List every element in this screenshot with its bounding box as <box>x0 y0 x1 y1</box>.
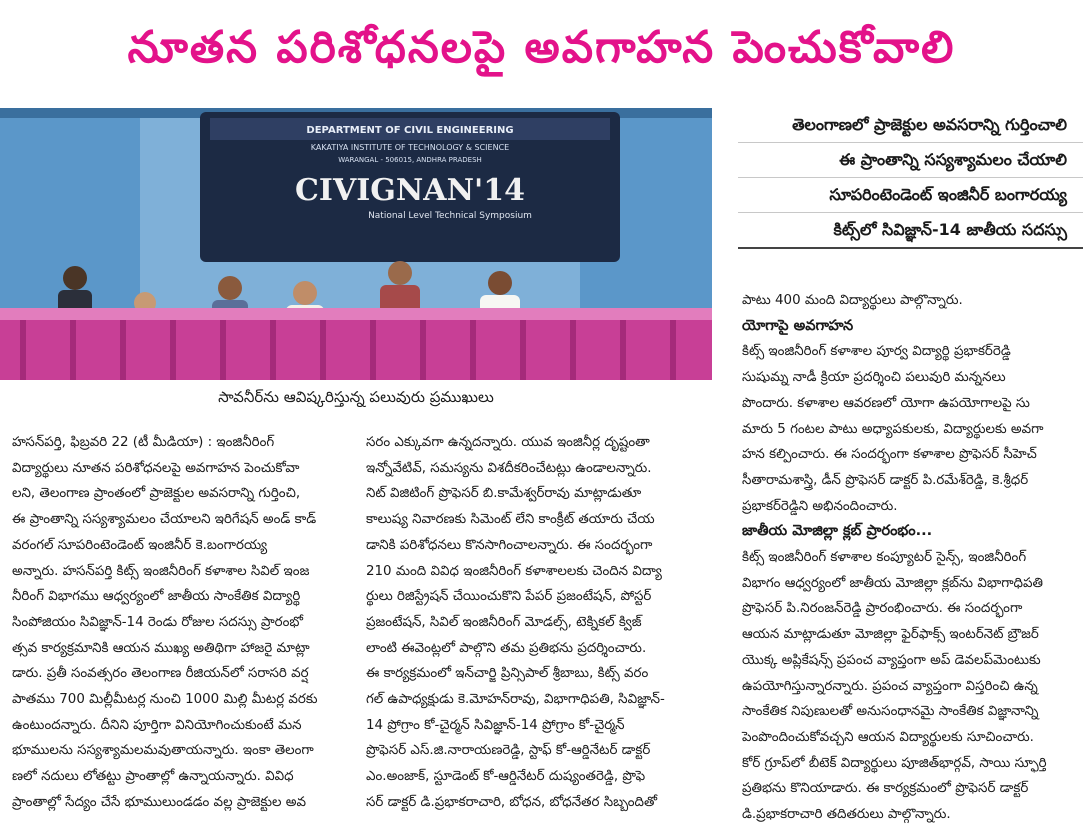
text-line: సుషుమ్న నాడీ క్రియా ప్రదర్శించి పలువురి మన్ననలు <box>742 370 1006 386</box>
text-line: ర్థులు రిజిస్ట్రేషన్ చేయించుకొని పేపర్ ప్రజంటేషన్, పోస్టర్ <box>366 589 652 605</box>
section-heading-mozilla: జాతీయ మోజిల్లా క్లబ్ ప్రారంభం... <box>742 523 933 540</box>
text-line: డి.ప్రభాకరాచారి తదితరులు పాల్గొన్నారు. <box>742 807 951 823</box>
text-line: త్సవ కార్యక్రమానికి ఆయన ముఖ్య అతిథిగా హాజరై మాట్లా <box>12 640 310 656</box>
text-line: ప్రభాకర్‌రెడ్డిని అభినందించారు. <box>742 498 898 514</box>
text-line: సింపోజియం సివిజ్ఞాన్-14 రెండు రోజుల సదస్సు ప్రారంభో <box>12 614 303 630</box>
banner-line3: WARANGAL - 506015, ANDHRA PRADESH <box>338 156 482 164</box>
text-line: ఈ ప్రాంతాన్ని సస్యశ్యామలం చేయాలని ఇరిగేషన్ అండ్ కాడ్ <box>12 512 317 528</box>
text-line: పెంపొందించుకోవచ్చని ఆయన విద్యార్థులకు సూచించారు. <box>742 729 1034 745</box>
text-line: పాటు 400 మంది విద్యార్థులు పాల్గొన్నారు. <box>742 293 963 308</box>
text-line: హన కల్పించారు. ఈ సందర్భంగా కళాశాల ప్రొఫెసర్ సీహెచ్ <box>742 447 1037 463</box>
text-line: భూములను సస్యశ్యామలమవుతాయన్నారు. ఇంకా తెలంగా <box>12 743 314 759</box>
text-line: ప్రొఫెసర్ ఎస్.జి.నారాయణరెడ్డి, స్టాఫ్ కో-ఆర్డినేటర్ డాక్టర్ <box>366 743 651 759</box>
text-line: ఉపయోగిస్తున్నారన్నారు. ప్రపంచ వ్యాప్తంగా విస్తరించి ఉన్న <box>742 678 1038 694</box>
text-line: గల్ ఉపాధ్యక్షుడు కె.మోహన్‌రావు, విభాగాధిపతి, సివిజ్ఞాన్- <box>366 692 665 708</box>
banner-line2: KAKATIYA INSTITUTE OF TECHNOLOGY & SCIENCE <box>310 143 510 152</box>
text-line: 210 మంది వివిధ ఇంజినీరింగ్ కళాశాలలకు చెందిన విద్యా <box>366 563 662 579</box>
text-line: యొక్క అప్లికేషన్స్ ప్రపంచ వ్యాప్తంగా అప్ డెవలప్‌మెంటుకు <box>742 652 1041 668</box>
banner-subtitle: National Level Technical Symposium <box>368 211 532 221</box>
text-line: కిట్స్ ఇంజినీరింగ్ కళాశాల పూర్వ విద్యార్థి ప్రభాకర్‌రెడ్డి <box>742 344 1011 360</box>
text-line: ప్రాంతాల్లో సేద్యం చేసే భూములుండడం వల్ల ప్రాజెక్టుల అవ <box>12 794 307 810</box>
text-line: సరం ఎక్కువగా ఉన్నదన్నారు. యువ ఇంజినీర్ల దృష్టంతా <box>366 435 650 450</box>
text-line: ప్రతిభను కొనియాడారు. ఈ కార్యక్రమంలో ప్రొఫెసర్ డాక్టర్ <box>742 781 1029 797</box>
article-column-1 <box>12 430 352 810</box>
text-line: సాంకేతిక నిపుణులతో అనుసంధానమై సాంకేతిక విజ్ఞానాన్ని <box>742 704 1039 720</box>
text-line: ప్రజంటేషన్, సివిల్ ఇంజినీరింగ్ మోడల్స్, టెక్నికల్ క్విజ్ <box>366 614 642 630</box>
text-line: సర్ డాక్టర్ డి.ప్రభాకరాచారి, బోధన, బోధనేతర సిబ్బందితో <box>366 794 658 810</box>
text-line: 14 ప్రోగ్రాం కో-చైర్మన్ సివిజ్ఞాన్-14 ప్రోగ్రాం కో-చైర్మన్ <box>366 717 625 733</box>
text-line: ఉంటుందన్నారు. దీనిని పూర్తిగా వినియోగించుకుంటే మన <box>12 717 302 733</box>
text-line: నీరింగ్ విభాగము ఆధ్వర్యంలో జాతీయ సాంకేతిక విద్యార్థి <box>12 589 301 605</box>
text-line: ఇన్నోవేటివ్, సమస్యను విశదీకరించేటట్లు ఉండాలన్నారు. <box>366 460 652 476</box>
subheads <box>738 108 1083 249</box>
text-line: కోర్ గ్రూప్‌లో బీటెక్ విద్యార్థులు పూజిత్‌భార్గవ్, సాయి స్ఫూర్తి <box>742 755 1047 771</box>
article-column-2 <box>366 430 718 810</box>
text-line: పొందారు. కళాశాల ఆవరణలో యోగా ఉపయోగాలపై సు <box>742 395 1030 411</box>
text-line: ఆయన మాట్లాడుతూ మోజిల్లా ఫైర్‌ఫాక్స్ ఇంటర్‌నెట్ బ్రౌజర్ <box>742 627 1039 643</box>
subhead-4: కిట్స్‌లో సివిజ్ఞాన్-14 జాతీయ సదస్సు <box>738 213 1083 249</box>
article-column-3 <box>742 288 1078 823</box>
banner-title: CIVIGNAN'14 <box>295 173 525 208</box>
text-line: పాతము 700 మిల్లీమీటర్ల నుంచి 1000 మిల్లి మీటర్ల వరకు <box>12 692 318 708</box>
text-line: అన్నారు. హసన్‌పర్తి కిట్స్ ఇంజినీరింగ్ కళాశాల సివిల్ ఇంజ <box>12 563 310 579</box>
banner-line1: DEPARTMENT OF CIVIL ENGINEERING <box>306 125 514 136</box>
text-line: హసన్‌పర్తి, ఫిబ్రవరి 22 (టీ మీడియా) : ఇంజినీరింగ్ <box>12 435 275 450</box>
text-line: ఎం.అంజాక్, స్టూడెంట్ కో-ఆర్డినేటర్ దుష్యంతరెడ్డి, ప్రొఫె <box>366 769 646 785</box>
text-line: మారు 5 గంటల పాటు అధ్యాపకులకు, విద్యార్థులకు అవగా <box>742 421 1044 437</box>
headline: నూతన పరిశోధనలపై అవగాహన పెంచుకోవాలి <box>127 22 956 73</box>
text-line: ణలో నదులు లోతట్టు ప్రాంతాల్లో ఉన్నాయన్నారు. వివిధ <box>12 769 294 785</box>
text-line: కాలుష్య నివారణకు సిమెంట్ లేని కాంక్రీట్ తయారు చేయ <box>366 512 655 528</box>
text-line: నిట్ విజిటింగ్ ప్రొఫెసర్ బి.కామేశ్వర్‌రావు మాట్లాడుతూ <box>366 486 642 502</box>
text-line: వరంగల్ సూపరింటెండెంట్ ఇంజినీర్ కె.బంగారయ్య <box>12 537 268 553</box>
text-line: ఈ కార్యక్రమంలో ఇన్‌చార్జి ప్రిన్సిపాల్ శ్రీబాబు, కిట్స్ వరం <box>366 666 649 682</box>
text-line: విభాగం ఆధ్వర్యంలో జాతీయ మోజిల్లా క్లబ్‌ను విభాగాధిపతి <box>742 575 1043 591</box>
subhead-2: ఈ ప్రాంతాన్ని సస్యశ్యామలం చేయాలి <box>738 143 1083 178</box>
text-line: డారు. ప్రతీ సంవత్సరం తెలంగాణ రీజియన్‌లో సరాసరి వర్ష <box>12 666 309 682</box>
photo-caption: సావనీర్‌ను ఆవిష్కరిస్తున్న పలువురు ప్రముఖులు <box>218 388 494 406</box>
text-line: డానికి పరిశోధనలు కొనసాగించాలన్నారు. ఈ సందర్భంగా <box>366 537 653 553</box>
subhead-1: తెలంగాణలో ప్రాజెక్టుల అవసరాన్ని గుర్తించాలి <box>738 108 1083 143</box>
text-line: విద్యార్థులు నూతన పరిశోధనలపై అవగాహన పెంచుకోవా <box>12 460 300 476</box>
text-line: సీతారామశాస్త్రి, డీన్ ప్రొఫెసర్ డాక్టర్ పి.రమేశ్‌రెడ్డి, కె.శ్రీధర్ <box>742 472 1029 488</box>
text-line: కిట్స్ ఇంజినీరింగ్ కళాశాల కంప్యూటర్ సైన్స్, ఇంజినీరింగ్ <box>742 550 1027 566</box>
text-line: ప్రొఫెసర్ పి.నిరంజన్‌రెడ్డి ప్రారంభించారు. ఈ సందర్భంగా <box>742 601 1023 617</box>
section-heading-yoga: యోగాపై అవగాహన <box>742 317 854 334</box>
subhead-3: సూపరింటెండెంట్ ఇంజినీర్ బంగారయ్య <box>738 178 1083 213</box>
text-line: లని, తెలంగాణ ప్రాంతంలో ప్రాజెక్టుల అవసరాన్ని గుర్తించి, <box>12 486 301 502</box>
event-photo <box>0 108 712 380</box>
text-line: లాంటి ఈవెంట్లలో పాల్గొని తమ ప్రతిభను ప్రదర్శించారు. <box>366 640 647 656</box>
